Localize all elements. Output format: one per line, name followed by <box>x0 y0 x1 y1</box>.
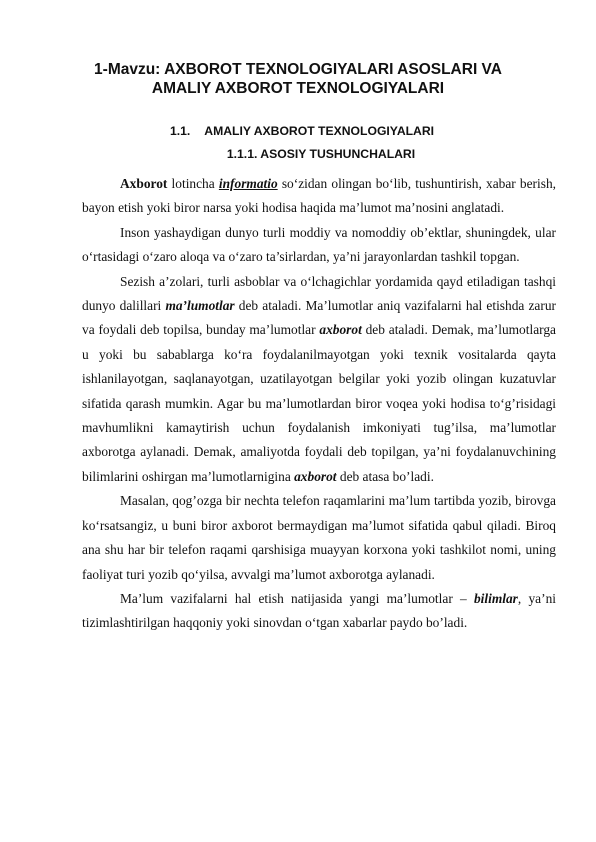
paragraph-text: so‘zidan olingan bo‘lib, tushuntirish, xabar berish, bayon etish yoki biror narsa yoki hodisa haqida ma’lumot ma’nosini anglatadi. <box>82 176 556 216</box>
term-bilimlar: bilimlar <box>473 590 518 606</box>
term-axborot: axborot <box>319 322 362 338</box>
document-body <box>82 172 556 636</box>
paragraph-text: deb ataladi. Demak, ma’lumotlarga u yoki bu sabablarga ko‘ra foydalanilmayotgan yoki texnik vositalarda qayta ishlanilayotgan, saqlanayotgan, uzatilayotgan belgilar yoki yozib olingan kuzatuvlar sifatida qarash mumkin. Agar bu ma’lumotlardan biror voqea yoki hodisa to‘g’risidagi mavhumlikni kamaytirish uchun foydalanish imkoniyati tug’ilsa, ma’lumotlar axborotga aylanadi. Demak, amaliyotda foydali deb topilgan, ya’ni foydalanuvchining bilimlarini oshirgan ma’lumotlarnigina <box>82 322 556 484</box>
document-title <box>60 60 536 98</box>
term-malumotlar: ma’lumotlar <box>165 298 235 314</box>
paragraph-1 <box>82 172 556 221</box>
section-title: AMALIY AXBOROT TEXNOLOGIYALARI <box>204 124 435 138</box>
paragraph-4: Masalan, qog’ozga bir nechta telefon raqamlarini ma’lum tartibda yozib, birovga ko‘rsatsangiz, u buni biror axborot bermaydigan ma’lumot sifatida qabul qiladi. Biroq ana shu har bir telefon raqami qarshisiga muayyan korxona yoki tashkilot nomi, uning faoliyat turi yozib qo‘yilsa, avvalgi ma’lumot axborotga aylanadi. <box>82 493 556 582</box>
term-axborot: Axborot <box>120 176 168 191</box>
title-line-1: 1-Mavzu: AXBOROT TEXNOLOGIYALARI ASOSLARI VA <box>94 61 502 78</box>
paragraph-text: Sezish a’zolari, turli asboblar va o‘lchagichlar yordamida qayd etiladigan tashqi dunyo dalillari <box>82 273 556 314</box>
paragraph-text: lotincha <box>167 176 219 191</box>
term-informatio: informatio <box>218 176 278 191</box>
section-heading <box>0 124 596 138</box>
term-axborot: axborot <box>294 468 337 484</box>
paragraph-3 <box>82 270 556 490</box>
title-line-2: AMALIY AXBOROT TEXNOLOGIYALARI <box>151 80 445 97</box>
paragraph-text: deb ataladi. Ma’lumotlar aniq vazifalarni hal etishda zarur va foydali deb topilsa, bunday ma’lumotlar <box>82 298 556 338</box>
paragraph-text: , ya’ni tizimlashtirilgan haqqoniy yoki sinovdan o‘tgan xabarlar paydo bo’ladi. <box>82 590 557 631</box>
paragraph-text: Ma’lum vazifalarni hal etish natijasida yangi ma’lumotlar – <box>120 590 474 606</box>
paragraph-5 <box>82 587 556 636</box>
paragraph-text: deb atasa bo’ladi. <box>336 468 434 484</box>
section-number: 1.1. <box>169 124 191 138</box>
subsection-heading: 1.1.1. ASOSIY TUSHUNCHALARI <box>226 147 416 161</box>
paragraph-2: Inson yashaydigan dunyo turli moddiy va nomoddiy ob’ektlar, shuningdek, ular o‘rtasidagi o‘zaro aloqa va o‘zaro ta’sirlardan, ya’ni jarayonlardan tashkil topgan. <box>82 224 556 265</box>
